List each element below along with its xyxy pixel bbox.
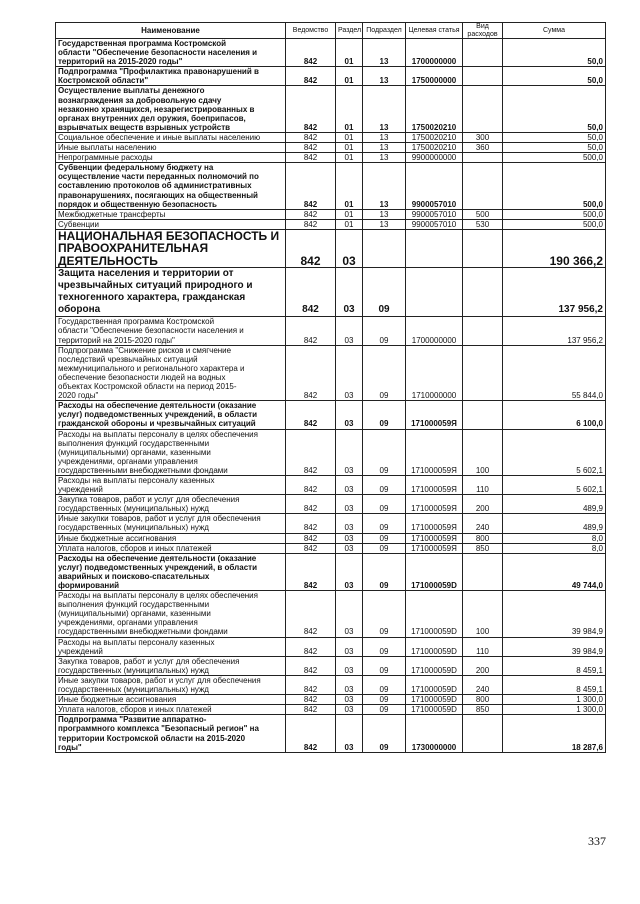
row-name: Иные бюджетные ассигнования <box>56 695 286 705</box>
row-target: 1710000000 <box>406 345 463 401</box>
table-row <box>56 514 606 533</box>
row-sum: 5 602,1 <box>503 475 606 494</box>
row-sum: 500,0 <box>503 219 606 229</box>
row-section: 01 <box>336 39 363 67</box>
row-type: 300 <box>463 132 503 142</box>
row-section: 01 <box>336 67 363 86</box>
row-section: 01 <box>336 143 363 153</box>
row-section: 03 <box>336 705 363 715</box>
row-dept: 842 <box>286 401 336 429</box>
table-row <box>56 317 606 345</box>
row-name: Расходы на обеспечение деятельности (оказание услуг) подведомственных учреждений, в области гражданской обороны и чрезвычайных ситуаций <box>56 401 286 429</box>
table-row <box>56 475 606 494</box>
row-type: 500 <box>463 209 503 219</box>
row-name: НАЦИОНАЛЬНАЯ БЕЗОПАСНОСТЬ И ПРАВООХРАНИТЕЛЬНАЯ ДЕЯТЕЛЬНОСТЬ <box>56 229 286 268</box>
row-name: Расходы на выплаты персоналу казенных учреждений <box>56 637 286 656</box>
page-number: 337 <box>588 834 606 848</box>
row-type <box>463 39 503 67</box>
row-section: 03 <box>336 401 363 429</box>
row-section: 03 <box>336 591 363 637</box>
row-type <box>463 67 503 86</box>
row-subsection: 13 <box>363 67 406 86</box>
row-subsection: 09 <box>363 475 406 494</box>
row-section: 03 <box>336 495 363 514</box>
row-subsection: 09 <box>363 268 406 317</box>
row-target: 171000059D <box>406 637 463 656</box>
row-sum: 489,9 <box>503 495 606 514</box>
row-target: 1750020210 <box>406 132 463 142</box>
table-row <box>56 495 606 514</box>
row-type: 100 <box>463 429 503 475</box>
row-name: Непрограммные расходы <box>56 153 286 163</box>
row-type: 110 <box>463 475 503 494</box>
row-section: 03 <box>336 637 363 656</box>
table-row <box>56 219 606 229</box>
row-type: 200 <box>463 495 503 514</box>
row-dept: 842 <box>286 475 336 494</box>
row-target: 171000059D <box>406 656 463 675</box>
row-sum: 50,0 <box>503 132 606 142</box>
row-subsection: 13 <box>363 209 406 219</box>
table-row <box>56 591 606 637</box>
row-dept: 842 <box>286 86 336 132</box>
row-dept: 842 <box>286 533 336 543</box>
row-name: Закупка товаров, работ и услуг для обеспечения государственных (муниципальных) нужд <box>56 656 286 675</box>
row-name: Иные закупки товаров, работ и услуг для обеспечения государственных (муниципальных) нужд <box>56 675 286 694</box>
row-target <box>406 268 463 317</box>
row-dept: 842 <box>286 132 336 142</box>
row-target: 9900057010 <box>406 219 463 229</box>
row-target: 9900057010 <box>406 163 463 209</box>
row-subsection: 09 <box>363 533 406 543</box>
row-sum: 190 366,2 <box>503 229 606 268</box>
row-sum: 6 100,0 <box>503 401 606 429</box>
table-row <box>56 229 606 268</box>
row-sum: 137 956,2 <box>503 268 606 317</box>
row-section: 03 <box>336 715 363 752</box>
row-dept: 842 <box>286 67 336 86</box>
row-dept: 842 <box>286 637 336 656</box>
row-subsection: 09 <box>363 656 406 675</box>
table-row <box>56 209 606 219</box>
row-sum: 55 844,0 <box>503 345 606 401</box>
row-subsection: 09 <box>363 543 406 553</box>
row-section: 03 <box>336 695 363 705</box>
row-type: 200 <box>463 656 503 675</box>
row-type: 800 <box>463 695 503 705</box>
row-name: Социальное обеспечение и иные выплаты населению <box>56 132 286 142</box>
row-dept: 842 <box>286 268 336 317</box>
row-type: 100 <box>463 591 503 637</box>
row-target: 171000059Я <box>406 401 463 429</box>
row-section: 03 <box>336 543 363 553</box>
row-subsection: 13 <box>363 163 406 209</box>
row-sum: 1 300,0 <box>503 695 606 705</box>
row-name: Закупка товаров, работ и услуг для обеспечения государственных (муниципальных) нужд <box>56 495 286 514</box>
row-type: 110 <box>463 637 503 656</box>
row-section: 01 <box>336 132 363 142</box>
row-name: Расходы на выплаты персоналу в целях обеспечения выполнения функций государственными (муниципальными) органами, казенными учреждениями, органами управления государственными внебюджетными фондами <box>56 591 286 637</box>
row-dept: 842 <box>286 715 336 752</box>
row-subsection: 09 <box>363 715 406 752</box>
row-sum: 5 602,1 <box>503 429 606 475</box>
row-section: 03 <box>336 553 363 590</box>
row-type <box>463 345 503 401</box>
row-sum: 500,0 <box>503 163 606 209</box>
row-section: 03 <box>336 533 363 543</box>
row-subsection: 09 <box>363 495 406 514</box>
table-row <box>56 67 606 86</box>
row-section: 03 <box>336 345 363 401</box>
row-sum: 500,0 <box>503 153 606 163</box>
row-dept: 842 <box>286 153 336 163</box>
header-type: Вид расходов <box>463 23 503 39</box>
row-name: Иные бюджетные ассигнования <box>56 533 286 543</box>
row-sum: 39 984,9 <box>503 591 606 637</box>
row-sum: 8,0 <box>503 543 606 553</box>
row-target: 171000059Я <box>406 514 463 533</box>
row-sum: 489,9 <box>503 514 606 533</box>
row-subsection: 13 <box>363 143 406 153</box>
row-section: 03 <box>336 675 363 694</box>
table-header-row <box>56 23 606 39</box>
budget-table <box>55 22 606 753</box>
row-dept: 842 <box>286 705 336 715</box>
row-type: 530 <box>463 219 503 229</box>
row-subsection: 13 <box>363 132 406 142</box>
table-row <box>56 705 606 715</box>
row-target: 171000059D <box>406 695 463 705</box>
row-name: Государственная программа Костромской области "Обеспечение безопасности населения и территорий на 2015-2020 годы" <box>56 317 286 345</box>
row-target: 171000059Я <box>406 543 463 553</box>
row-dept: 842 <box>286 591 336 637</box>
row-subsection: 13 <box>363 153 406 163</box>
row-subsection: 09 <box>363 553 406 590</box>
row-name: Иные закупки товаров, работ и услуг для обеспечения государственных (муниципальных) нужд <box>56 514 286 533</box>
table-row <box>56 143 606 153</box>
row-name: Государственная программа Костромской области "Обеспечение безопасности населения и территорий на 2015-2020 годы" <box>56 39 286 67</box>
row-target: 171000059D <box>406 591 463 637</box>
row-name: Расходы на обеспечение деятельности (оказание услуг) подведомственных учреждений, в области аварийных и поисково-спасательных формирований <box>56 553 286 590</box>
row-target: 171000059Я <box>406 533 463 543</box>
row-target <box>406 229 463 268</box>
row-dept: 842 <box>286 317 336 345</box>
row-name: Расходы на выплаты персоналу в целях обеспечения выполнения функций государственными (муниципальными) органами, казенными учреждениями, органами управления государственными внебюджетными фондами <box>56 429 286 475</box>
row-sum: 50,0 <box>503 86 606 132</box>
row-dept: 842 <box>286 514 336 533</box>
row-target: 171000059Я <box>406 495 463 514</box>
row-dept: 842 <box>286 675 336 694</box>
row-target: 1730000000 <box>406 715 463 752</box>
table-row <box>56 715 606 752</box>
row-section: 03 <box>336 268 363 317</box>
row-type: 800 <box>463 533 503 543</box>
row-subsection: 09 <box>363 317 406 345</box>
table-row <box>56 401 606 429</box>
row-subsection: 09 <box>363 695 406 705</box>
row-sum: 137 956,2 <box>503 317 606 345</box>
row-subsection: 09 <box>363 429 406 475</box>
row-section: 01 <box>336 163 363 209</box>
row-type <box>463 163 503 209</box>
row-type <box>463 229 503 268</box>
row-target: 1750020210 <box>406 86 463 132</box>
row-name: Подпрограмма "Развитие аппаратно- программного комплекса "Безопасный регион" на территории Костромской области на 2015-2020 годы" <box>56 715 286 752</box>
row-subsection <box>363 229 406 268</box>
row-type <box>463 268 503 317</box>
row-type <box>463 401 503 429</box>
row-subsection: 09 <box>363 675 406 694</box>
table-row <box>56 153 606 163</box>
row-dept: 842 <box>286 229 336 268</box>
row-target: 171000059D <box>406 705 463 715</box>
table-body <box>56 39 606 753</box>
table-row <box>56 132 606 142</box>
row-name: Осуществление выплаты денежного вознаграждения за добровольную сдачу незаконно хранящихся, незарегистрированных в органах внутренних дел оружия, боеприпасов, взрывчатых веществ взрывных устройств <box>56 86 286 132</box>
row-subsection: 09 <box>363 514 406 533</box>
row-sum: 1 300,0 <box>503 705 606 715</box>
row-type: 240 <box>463 675 503 694</box>
row-section: 01 <box>336 153 363 163</box>
row-subsection: 09 <box>363 345 406 401</box>
table-row <box>56 695 606 705</box>
row-sum: 49 744,0 <box>503 553 606 590</box>
row-type: 240 <box>463 514 503 533</box>
row-name: Субвенции <box>56 219 286 229</box>
row-dept: 842 <box>286 345 336 401</box>
row-section: 03 <box>336 229 363 268</box>
row-type <box>463 715 503 752</box>
row-subsection: 13 <box>363 219 406 229</box>
row-target: 1750000000 <box>406 67 463 86</box>
row-section: 03 <box>336 429 363 475</box>
header-dept: Ведомство <box>286 23 336 39</box>
row-target: 171000059Я <box>406 429 463 475</box>
row-subsection: 09 <box>363 705 406 715</box>
row-subsection: 13 <box>363 86 406 132</box>
row-name: Уплата налогов, сборов и иных платежей <box>56 543 286 553</box>
header-section: Раздел <box>336 23 363 39</box>
row-type: 850 <box>463 543 503 553</box>
row-type <box>463 86 503 132</box>
row-name: Иные выплаты населению <box>56 143 286 153</box>
row-sum: 500,0 <box>503 209 606 219</box>
header-subsection: Подраздел <box>363 23 406 39</box>
row-sum: 50,0 <box>503 143 606 153</box>
row-section: 03 <box>336 514 363 533</box>
row-sum: 50,0 <box>503 67 606 86</box>
row-sum: 50,0 <box>503 39 606 67</box>
row-dept: 842 <box>286 495 336 514</box>
row-name: Подпрограмма "Снижение рисков и смягчение последствий чрезвычайных ситуаций межмуниципального и регионального характера и обеспечение безопасности людей на водных объектах Костромской области на период 2015- 2020 годы" <box>56 345 286 401</box>
row-target: 1700000000 <box>406 39 463 67</box>
row-sum: 8 459,1 <box>503 675 606 694</box>
header-sum: Сумма <box>503 23 606 39</box>
row-dept: 842 <box>286 553 336 590</box>
row-target: 9900000000 <box>406 153 463 163</box>
row-section: 01 <box>336 209 363 219</box>
table-row <box>56 543 606 553</box>
row-name: Расходы на выплаты персоналу казенных учреждений <box>56 475 286 494</box>
table-row <box>56 39 606 67</box>
row-name: Субвенции федеральному бюджету на осуществление части переданных полномочий по составлению протоколов об административных правонарушениях, посягающих на общественный порядок и общественную безопасность <box>56 163 286 209</box>
row-target: 171000059D <box>406 553 463 590</box>
row-sum: 8,0 <box>503 533 606 543</box>
table-row <box>56 675 606 694</box>
table-row <box>56 86 606 132</box>
row-type <box>463 553 503 590</box>
row-dept: 842 <box>286 219 336 229</box>
row-section: 03 <box>336 475 363 494</box>
row-subsection: 09 <box>363 591 406 637</box>
row-target: 9900057010 <box>406 209 463 219</box>
row-sum: 8 459,1 <box>503 656 606 675</box>
table-row <box>56 345 606 401</box>
row-dept: 842 <box>286 209 336 219</box>
row-subsection: 09 <box>363 637 406 656</box>
row-name: Подпрограмма "Профилактика правонарушений в Костромской области" <box>56 67 286 86</box>
table-row <box>56 429 606 475</box>
row-dept: 842 <box>286 543 336 553</box>
row-name: Уплата налогов, сборов и иных платежей <box>56 705 286 715</box>
row-dept: 842 <box>286 39 336 67</box>
row-name: Межбюджетные трансферты <box>56 209 286 219</box>
row-target: 171000059Я <box>406 475 463 494</box>
row-target: 171000059D <box>406 675 463 694</box>
row-target: 1750020210 <box>406 143 463 153</box>
table-row <box>56 533 606 543</box>
table-row <box>56 637 606 656</box>
row-dept: 842 <box>286 163 336 209</box>
row-name: Защита населения и территории от чрезвычайных ситуаций природного и техногенного характера, гражданская оборона <box>56 268 286 317</box>
row-type <box>463 317 503 345</box>
table-row <box>56 553 606 590</box>
row-subsection: 13 <box>363 39 406 67</box>
row-dept: 842 <box>286 143 336 153</box>
row-section: 03 <box>336 656 363 675</box>
row-section: 03 <box>336 317 363 345</box>
header-name: Наименование <box>56 23 286 39</box>
row-section: 01 <box>336 219 363 229</box>
table-row <box>56 163 606 209</box>
row-sum: 39 984,9 <box>503 637 606 656</box>
row-section: 01 <box>336 86 363 132</box>
row-dept: 842 <box>286 429 336 475</box>
row-type <box>463 153 503 163</box>
row-dept: 842 <box>286 695 336 705</box>
header-target: Целевая статья <box>406 23 463 39</box>
row-subsection: 09 <box>363 401 406 429</box>
row-sum: 18 287,6 <box>503 715 606 752</box>
row-type: 360 <box>463 143 503 153</box>
row-target: 1700000000 <box>406 317 463 345</box>
table-row <box>56 656 606 675</box>
row-dept: 842 <box>286 656 336 675</box>
table-row <box>56 268 606 317</box>
row-type: 850 <box>463 705 503 715</box>
